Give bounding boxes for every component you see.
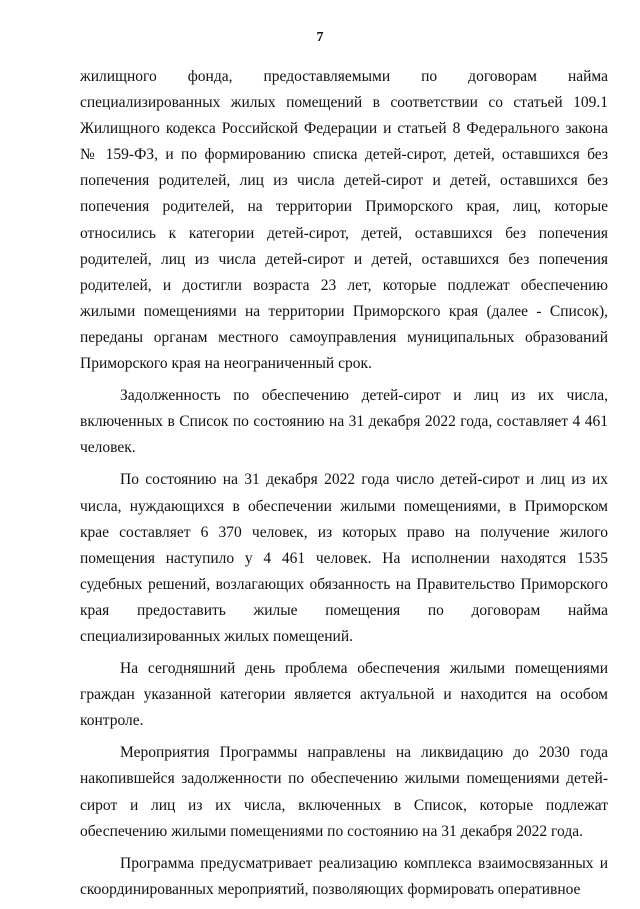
page-number: 7 [316, 30, 324, 45]
paragraph-continuation: жилищного фонда, предоставляемыми по договорам найма специализированных жилых помещений в соответствии со статьей 109.1 Жилищного кодекса Российской Федерации и статьей 8 Федерального закона № 159-ФЗ, и по формированию списка детей-сирот, детей, оставшихся без попечения родителей, лиц из числа детей-сирот и детей, оставшихся без попечения родителей, на территории Приморского края, лиц, которые относились к категории детей-сирот, детей, оставшихся без попечения родителей, лиц из числа детей-сирот и детей, оставшихся без попечения родителей, и достигли возраста 23 лет, которые подлежат обеспечению жилыми помещениями на территории Приморского края (далее - Список), переданы органам местного самоуправления муниципальных образований Приморского края на неограниченный срок. [80, 68, 608, 373]
paragraph-debt: Задолженность по обеспечению детей-сирот и лиц из их числа, включенных в Список по состоянию на 31 декабря 2022 года, составляет 4 461 человек. [80, 387, 608, 457]
paragraph-measures: Мероприятия Программы направлены на ликвидацию до 2030 года накопившейся задолженности по обеспечению жилыми помещениями детей-сирот и лиц из их числа, включенных в Список, которые подлежат обеспечению жилыми помещениями по состоянию на 31 декабря 2022 года. [80, 744, 608, 840]
paragraph-program: Программа предусматривает реализацию комплекса взаимосвязанных и скоординированных мероприятий, позволяющих формировать оперативное [80, 854, 608, 898]
document-body [80, 64, 608, 909]
paragraph-problem: На сегодняшний день проблема обеспечения жилыми помещениями граждан указанной категории является актуальной и находится на особом контроле. [80, 660, 608, 730]
paragraph-status: По состоянию на 31 декабря 2022 года число детей-сирот и лиц из их числа, нуждающихся в обеспечении жилыми помещениями, в Приморском крае составляет 6 370 человек, из которых право на получение жилого помещения наступило у 4 461 человек. На исполнении находятся 1535 судебных решений, возлагающих обязанность на Правительство Приморского края предоставить жилые помещения по договорам найма специализированных жилых помещений. [80, 471, 608, 645]
